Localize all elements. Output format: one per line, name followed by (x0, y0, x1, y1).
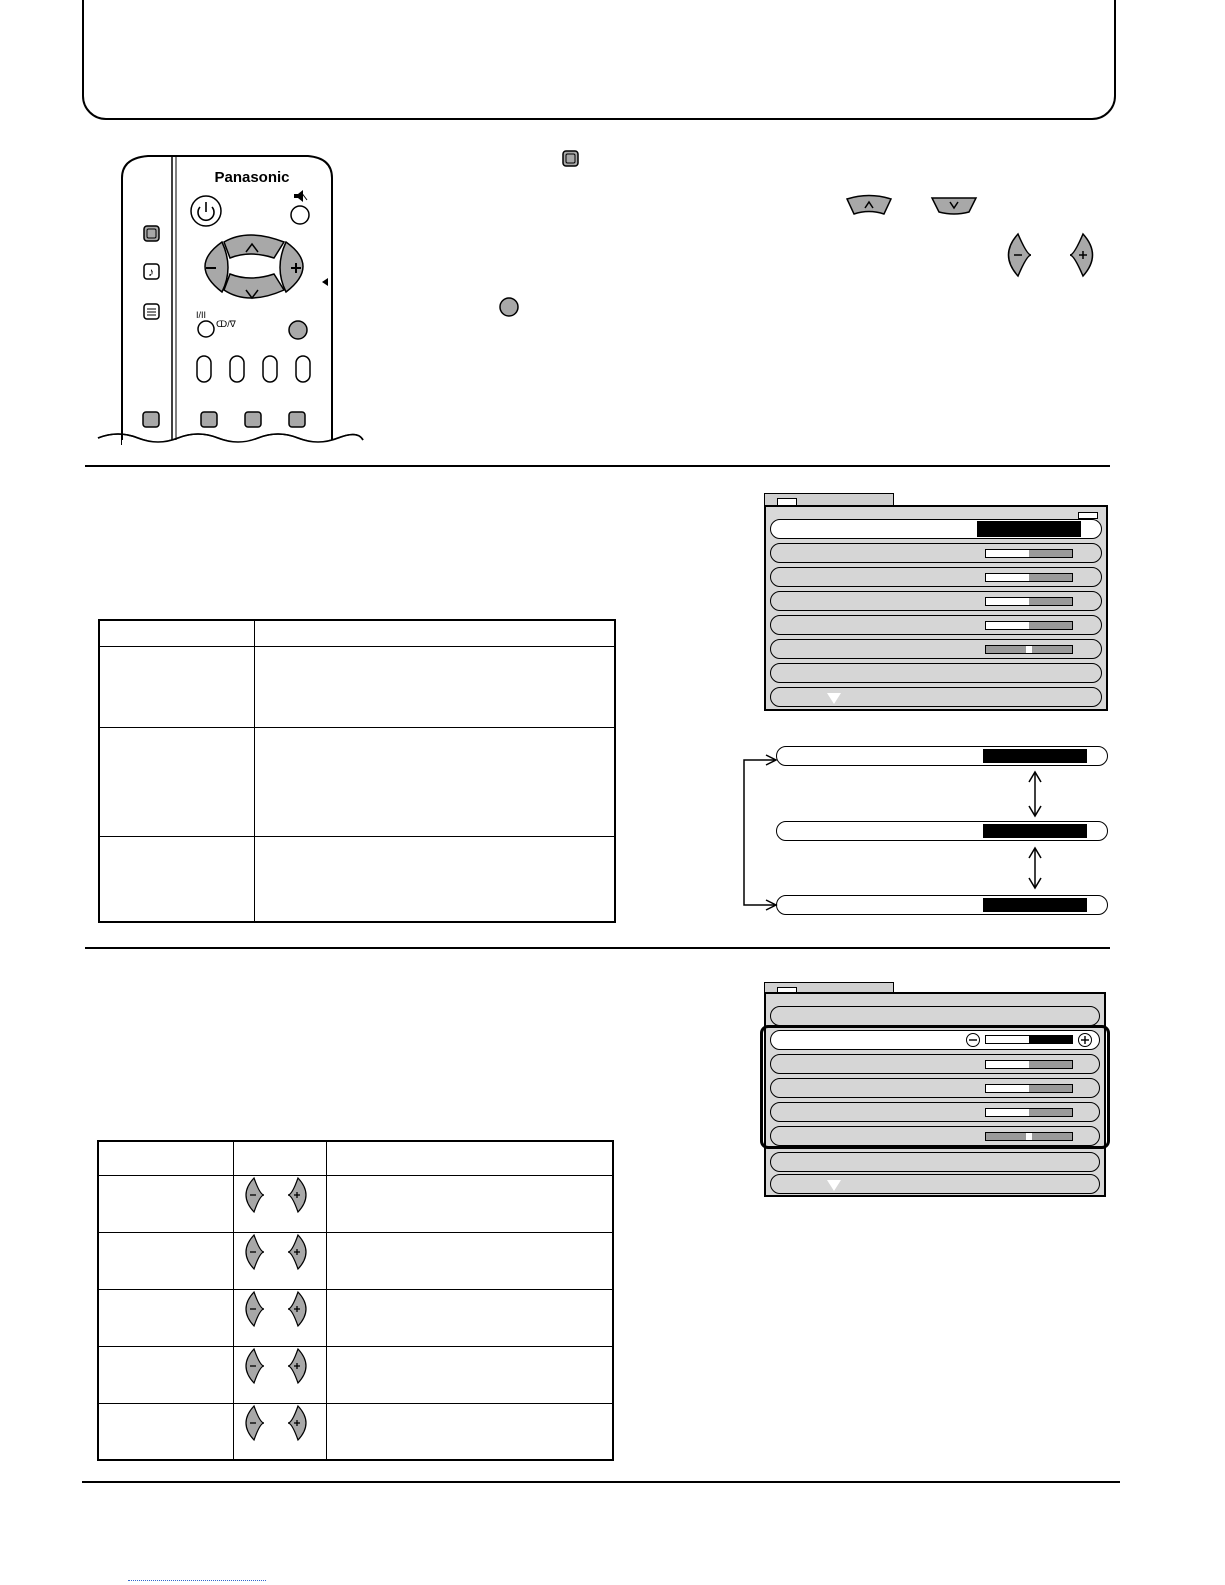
adjustable-items-highlight (760, 1025, 1110, 1149)
menu-row-mode[interactable] (770, 519, 1102, 539)
remote-down-button[interactable] (224, 274, 284, 298)
surround-label: ↀ/∇ (216, 319, 236, 329)
adjust-icon-pairs (236, 1176, 316, 1461)
minus-icon (1003, 232, 1033, 278)
section-divider (85, 465, 1110, 467)
remote-minus-button[interactable] (205, 242, 228, 292)
plus-icon (288, 1178, 306, 1212)
remote-round-button[interactable] (289, 321, 307, 339)
plus-icon (1068, 232, 1098, 278)
remote-plus-button[interactable] (280, 242, 328, 292)
side-sound-menu-button[interactable] (144, 264, 159, 279)
table-row (98, 1403, 613, 1460)
level-bar[interactable] (985, 573, 1073, 582)
menu-row[interactable] (770, 663, 1102, 683)
mode-cycle-arrows (738, 745, 1058, 920)
menu-row[interactable] (770, 543, 1102, 563)
menu-row[interactable] (770, 615, 1102, 635)
table-row (99, 620, 615, 646)
menu-row[interactable] (770, 639, 1102, 659)
remote-bottom-buttons[interactable] (143, 412, 305, 427)
svg-text:♪: ♪ (148, 265, 154, 279)
table-row (98, 1232, 613, 1289)
page-footer-rule (82, 1481, 1120, 1483)
mode-value (977, 521, 1081, 537)
table-row (98, 1141, 613, 1175)
level-bar[interactable] (985, 621, 1073, 630)
page-header-box (82, 0, 1116, 120)
menu-row[interactable] (770, 591, 1102, 611)
section-divider (85, 947, 1110, 949)
mute-button[interactable] (291, 190, 309, 224)
picture-menu-screen-1 (764, 493, 1108, 711)
table-row (98, 1289, 613, 1346)
table-row (99, 836, 615, 922)
circle-button-icon (498, 296, 520, 318)
table-row (98, 1175, 613, 1232)
menu-row-more[interactable] (770, 687, 1102, 707)
menu-row-more[interactable] (770, 1174, 1100, 1194)
chevron-down-icon (929, 194, 979, 218)
remote-brand-label: Panasonic (214, 169, 290, 186)
footer-link-underline (128, 1580, 266, 1581)
audio-mode-label: I/II (196, 310, 207, 320)
minus-icon (246, 1178, 264, 1212)
menu-indicator-icon (1078, 512, 1098, 519)
side-picture-menu-button[interactable] (144, 226, 159, 241)
menu-body (764, 505, 1108, 711)
picture-menu-icon (562, 150, 580, 168)
power-button[interactable] (191, 196, 221, 226)
scroll-down-icon (827, 1180, 841, 1191)
table-row (99, 727, 615, 836)
table-row (99, 646, 615, 727)
mode-table (98, 619, 616, 923)
menu-row[interactable] (770, 1152, 1100, 1172)
level-bar[interactable] (985, 597, 1073, 606)
menu-row[interactable] (770, 567, 1102, 587)
adjustment-table (97, 1140, 614, 1461)
remote-up-button[interactable] (224, 235, 284, 258)
side-setup-menu-button[interactable] (144, 304, 159, 319)
chevron-up-icon (844, 194, 894, 218)
level-bar[interactable] (985, 549, 1073, 558)
table-row (98, 1346, 613, 1403)
scroll-down-icon (827, 693, 841, 704)
remote-oval-buttons[interactable] (197, 356, 310, 382)
audio-mode-button[interactable] (196, 310, 237, 337)
remote-buttons (88, 150, 368, 455)
level-bar[interactable] (985, 645, 1073, 654)
menu-row-mode[interactable] (770, 1006, 1100, 1026)
